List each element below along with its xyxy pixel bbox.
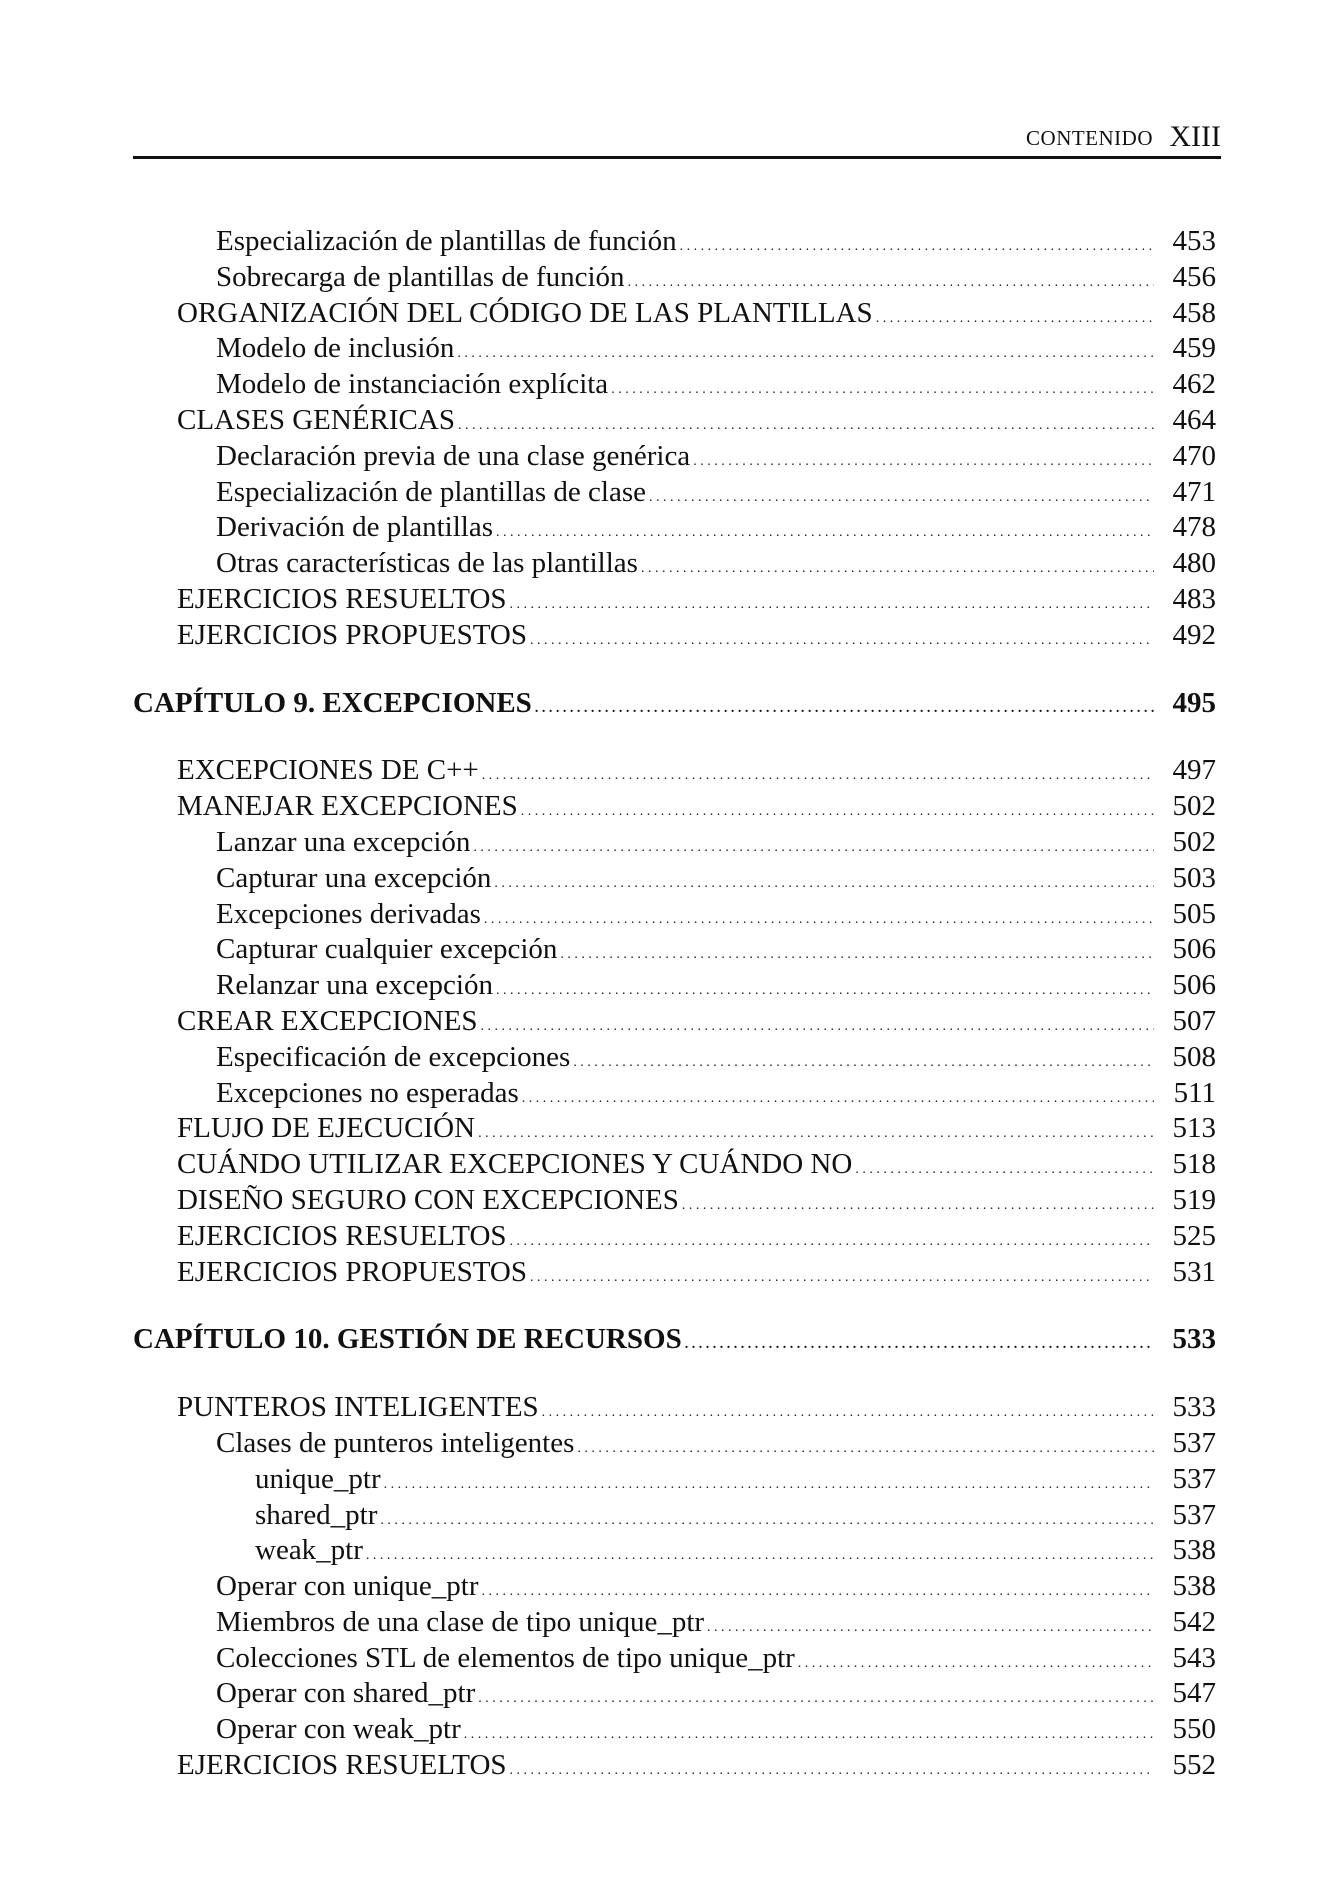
- toc-entry-page: 537: [1172, 1462, 1216, 1495]
- toc-entry-title: Clases de punteros inteligentes: [216, 1426, 575, 1459]
- toc-entry-title: shared_ptr: [255, 1498, 378, 1531]
- toc-entry-page: 506: [1172, 933, 1216, 966]
- toc-entry-page: 471: [1172, 475, 1216, 508]
- dot-leader: [522, 1076, 1154, 1117]
- toc-entry[interactable]: [133, 331, 1216, 367]
- toc-entry-title: Derivación de plantillas: [216, 511, 494, 544]
- toc-entry[interactable]: [133, 1533, 1216, 1569]
- toc-chapter-entry[interactable]: [133, 686, 1216, 722]
- toc-entry[interactable]: [133, 1040, 1216, 1076]
- toc-entry[interactable]: [133, 1569, 1216, 1605]
- toc-entry-title: EJERCICIOS PROPUESTOS: [177, 618, 527, 651]
- dot-leader: [473, 825, 1154, 866]
- dot-leader: [494, 861, 1154, 902]
- toc-entry-page: 497: [1172, 754, 1216, 787]
- dot-leader: [535, 686, 1154, 727]
- dot-leader: [577, 1426, 1154, 1467]
- toc-entry-page: 495: [1172, 686, 1216, 719]
- toc-entry-page: 547: [1172, 1677, 1216, 1710]
- dot-leader: [481, 1004, 1154, 1045]
- toc-entry-title: Lanzar una excepción: [216, 825, 471, 858]
- dot-leader: [628, 260, 1154, 301]
- toc-entry-page: 513: [1172, 1112, 1216, 1145]
- toc-entry-page: 464: [1172, 403, 1216, 436]
- dot-leader: [611, 367, 1154, 408]
- toc-entry[interactable]: [133, 475, 1216, 511]
- toc-entry-title: Modelo de instanciación explícita: [216, 368, 609, 401]
- dot-leader: [682, 1183, 1154, 1224]
- dot-leader: [641, 546, 1154, 587]
- dot-leader: [798, 1641, 1154, 1682]
- dot-leader: [685, 1322, 1154, 1363]
- dot-leader: [530, 1255, 1154, 1296]
- toc-entry[interactable]: [133, 1111, 1216, 1147]
- toc-entry-page: 537: [1172, 1426, 1216, 1459]
- toc-entry-page: 525: [1172, 1219, 1216, 1252]
- toc-entry[interactable]: [133, 510, 1216, 546]
- dot-leader: [458, 403, 1154, 444]
- dot-leader: [530, 618, 1154, 659]
- dot-leader: [478, 1111, 1154, 1152]
- toc-entry[interactable]: [133, 897, 1216, 933]
- toc-entry[interactable]: [133, 1641, 1216, 1677]
- toc-entry[interactable]: [133, 1076, 1216, 1112]
- dot-leader: [693, 439, 1154, 480]
- toc-entry-page: 508: [1172, 1040, 1216, 1073]
- toc-entry-page: 458: [1172, 296, 1216, 329]
- dot-leader: [510, 1748, 1154, 1789]
- toc-entry-title: Especialización de plantillas de clase: [216, 475, 646, 508]
- table-of-contents: [133, 224, 1216, 1784]
- toc-entry-page: 492: [1172, 618, 1216, 651]
- dot-leader: [521, 789, 1154, 830]
- toc-entry-title: DISEÑO SEGURO CON EXCEPCIONES: [177, 1183, 679, 1216]
- toc-entry-title: FLUJO DE EJECUCIÓN: [177, 1112, 476, 1145]
- toc-entry-page: 511: [1173, 1076, 1216, 1109]
- toc-entry-page: 506: [1172, 969, 1216, 1002]
- toc-entry-title: Capturar cualquier excepción: [216, 933, 558, 966]
- toc-entry-title: EJERCICIOS RESUELTOS: [177, 1749, 507, 1782]
- toc-entry-title: Operar con weak_ptr: [216, 1713, 461, 1746]
- toc-entry-title: Especialización de plantillas de función: [216, 225, 677, 257]
- toc-entry[interactable]: [133, 403, 1216, 439]
- toc-entry[interactable]: [133, 1748, 1216, 1784]
- toc-entry-title: CAPÍTULO 10. GESTIÓN DE RECURSOS: [133, 1323, 682, 1356]
- toc-entry[interactable]: [133, 1426, 1216, 1462]
- toc-entry-title: CREAR EXCEPCIONES: [177, 1004, 478, 1037]
- header-rule: [133, 156, 1221, 159]
- toc-entry-page: 470: [1172, 439, 1216, 472]
- toc-entry-title: CLASES GENÉRICAS: [177, 403, 455, 436]
- toc-entry[interactable]: [133, 861, 1216, 897]
- dot-leader: [855, 1147, 1154, 1188]
- toc-entry-title: CUÁNDO UTILIZAR EXCEPCIONES Y CUÁNDO NO: [177, 1148, 853, 1181]
- toc-entry[interactable]: [133, 1147, 1216, 1183]
- toc-entry-title: Excepciones no esperadas: [216, 1076, 519, 1109]
- dot-leader: [457, 331, 1154, 372]
- toc-entry[interactable]: [133, 1712, 1216, 1748]
- toc-entry[interactable]: [133, 367, 1216, 403]
- toc-entry[interactable]: [133, 1605, 1216, 1641]
- toc-entry[interactable]: [133, 1219, 1216, 1255]
- dot-leader: [482, 1569, 1154, 1610]
- toc-entry[interactable]: [133, 1462, 1216, 1498]
- toc-entry[interactable]: [133, 789, 1216, 825]
- dot-leader: [707, 1605, 1154, 1646]
- toc-entry-title: PUNTEROS INTELIGENTES: [177, 1391, 539, 1424]
- running-header-section: CONTENIDO: [1026, 126, 1153, 150]
- toc-entry-page: 478: [1172, 511, 1216, 544]
- page-number-roman: XIII: [1169, 120, 1221, 153]
- toc-entry[interactable]: [133, 1004, 1216, 1040]
- dot-leader: [484, 897, 1154, 938]
- toc-entry-title: Miembros de una clase de tipo unique_ptr: [216, 1605, 705, 1638]
- toc-entry[interactable]: [133, 260, 1216, 296]
- toc-entry[interactable]: [133, 1183, 1216, 1219]
- toc-entry-title: Sobrecarga de plantillas de función: [216, 260, 625, 293]
- toc-entry-page: 552: [1172, 1749, 1216, 1782]
- toc-entry[interactable]: [133, 296, 1216, 332]
- toc-entry-title: MANEJAR EXCEPCIONES: [177, 790, 518, 823]
- toc-entry[interactable]: [133, 618, 1216, 654]
- toc-entry-title: weak_ptr: [255, 1534, 363, 1567]
- dot-leader: [464, 1712, 1154, 1753]
- toc-entry-title: Declaración previa de una clase genérica: [216, 439, 691, 472]
- toc-entry-page: 502: [1172, 825, 1216, 858]
- dot-leader: [542, 1390, 1154, 1431]
- toc-entry-title: Capturar una excepción: [216, 861, 492, 894]
- dot-leader: [510, 1219, 1154, 1260]
- dot-leader: [380, 1498, 1154, 1539]
- toc-entry[interactable]: [133, 968, 1216, 1004]
- toc-entry[interactable]: [133, 1390, 1216, 1426]
- toc-entry-page: 483: [1172, 582, 1216, 615]
- dot-leader: [384, 1462, 1154, 1503]
- toc-chapter-entry[interactable]: [133, 1322, 1216, 1358]
- toc-entry-title: Especificación de excepciones: [216, 1040, 571, 1073]
- toc-entry[interactable]: [133, 1676, 1216, 1712]
- toc-entry-title: EJERCICIOS PROPUESTOS: [177, 1255, 527, 1288]
- toc-entry[interactable]: [133, 439, 1216, 475]
- toc-entry[interactable]: [133, 753, 1216, 789]
- toc-entry-title: Modelo de inclusión: [216, 332, 455, 365]
- dot-leader: [876, 296, 1154, 337]
- dot-leader: [366, 1533, 1154, 1574]
- toc-entry-page: 480: [1172, 547, 1216, 580]
- toc-entry-title: ORGANIZACIÓN DEL CÓDIGO DE LAS PLANTILLAS: [177, 296, 873, 329]
- toc-entry[interactable]: [133, 932, 1216, 968]
- toc-entry-page: 531: [1172, 1255, 1216, 1288]
- toc-entry[interactable]: [133, 582, 1216, 618]
- toc-entry-page: 533: [1172, 1391, 1216, 1424]
- toc-entry-page: 505: [1172, 897, 1216, 930]
- toc-entry-page: 537: [1172, 1498, 1216, 1531]
- toc-entry-title: Otras características de las plantillas: [216, 547, 638, 580]
- toc-entry[interactable]: [133, 224, 1216, 260]
- toc-entry-page: 459: [1172, 332, 1216, 365]
- dot-leader: [510, 582, 1154, 623]
- toc-entry[interactable]: [133, 1498, 1216, 1534]
- toc-entry-title: unique_ptr: [255, 1462, 381, 1495]
- dot-leader: [496, 510, 1154, 551]
- toc-entry-page: 543: [1172, 1641, 1216, 1674]
- toc-entry-page: 503: [1172, 861, 1216, 894]
- toc-entry-page: 542: [1172, 1605, 1216, 1638]
- toc-entry-page: 519: [1172, 1183, 1216, 1216]
- toc-entry-title: Relanzar una excepción: [216, 969, 493, 1002]
- toc-entry-page: 507: [1172, 1004, 1216, 1037]
- toc-entry-page: 538: [1172, 1534, 1216, 1567]
- toc-entry-page: 538: [1172, 1570, 1216, 1603]
- dot-leader: [649, 475, 1154, 516]
- toc-entry[interactable]: [133, 1255, 1216, 1291]
- dot-leader: [680, 224, 1154, 265]
- toc-entry[interactable]: [133, 825, 1216, 861]
- toc-entry-title: Operar con unique_ptr: [216, 1570, 479, 1603]
- toc-entry[interactable]: [133, 546, 1216, 582]
- toc-entry-title: EJERCICIOS RESUELTOS: [177, 582, 507, 615]
- toc-entry-page: 462: [1172, 368, 1216, 401]
- toc-entry-title: Excepciones derivadas: [216, 897, 481, 930]
- dot-leader: [573, 1040, 1154, 1081]
- dot-leader: [482, 753, 1154, 794]
- toc-entry-page: 550: [1172, 1713, 1216, 1746]
- toc-entry-title: Operar con shared_ptr: [216, 1677, 476, 1710]
- toc-entry-page: 533: [1172, 1323, 1216, 1356]
- running-header: [133, 121, 1221, 157]
- toc-entry-page: 518: [1172, 1148, 1216, 1181]
- dot-leader: [560, 932, 1154, 973]
- toc-entry-page: 456: [1172, 260, 1216, 293]
- toc-entry-title: EXCEPCIONES DE C++: [177, 754, 479, 787]
- toc-entry-page: 453: [1172, 225, 1216, 257]
- toc-entry-page: 502: [1172, 790, 1216, 823]
- toc-entry-title: Colecciones STL de elementos de tipo unique_ptr: [216, 1641, 795, 1674]
- dot-leader: [478, 1676, 1154, 1717]
- toc-entry-title: CAPÍTULO 9. EXCEPCIONES: [133, 686, 532, 719]
- toc-entry-title: EJERCICIOS RESUELTOS: [177, 1219, 507, 1252]
- dot-leader: [496, 968, 1154, 1009]
